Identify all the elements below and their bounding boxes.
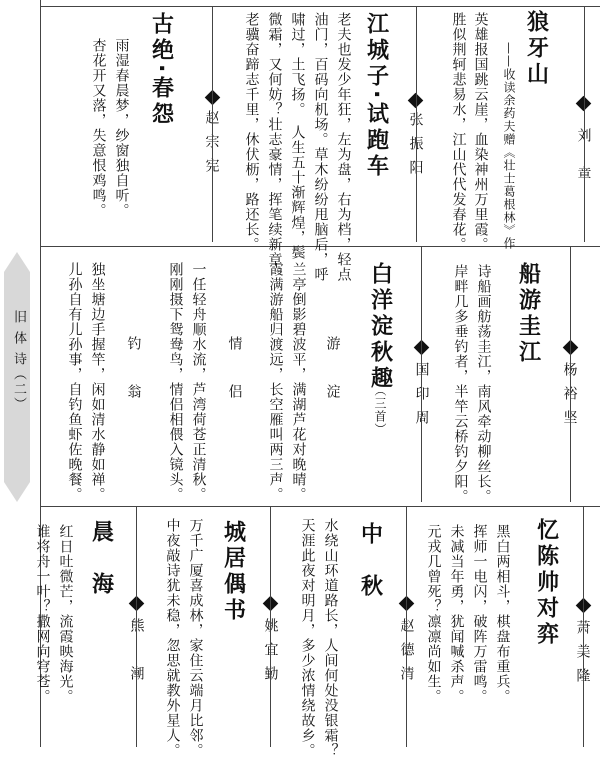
section-label: 旧 体 诗（二） xyxy=(11,310,26,413)
poem-line: 万千广厦喜成林，家住云端月比邻。 xyxy=(187,518,204,758)
poem-line: 诗船画舫荡圭江，南风牵动柳丝长。 xyxy=(475,264,492,504)
poem-line: 啸过，土飞扬。 人生五十渐辉煌，鬓 xyxy=(289,12,306,260)
poem-title: 晨 海 xyxy=(88,520,114,598)
top-rule xyxy=(40,6,600,7)
column-rule xyxy=(406,506,407,747)
column-rule xyxy=(584,6,585,242)
poem-author: 杨裕坚 xyxy=(561,362,578,434)
section-title: 钓 翁 xyxy=(125,336,142,408)
poem-line: 老骥奋蹄志千里，休伏枥，路还长。 xyxy=(243,12,260,252)
poem-title: 古绝·春怨 xyxy=(148,12,174,129)
poem-title-note: （三首） xyxy=(373,384,387,436)
poem-line: 儿孙自有儿孙事，自钓鱼虾佐晚餐。 xyxy=(66,262,83,502)
poem-line: 杏花开又落，失意恨鸡鸣。 xyxy=(90,38,107,218)
poem-line: 天涯此夜对明月，多少浓情绕故乡。 xyxy=(299,518,316,758)
poem-author: 熊 潮 xyxy=(128,618,145,690)
poem-title: 忆陈帅对弈 xyxy=(533,518,559,648)
poem-line: 老夫也发少年狂，左为盘，右为档，轻点 xyxy=(335,12,352,282)
row-divider-2 xyxy=(40,506,600,507)
poem-line: 微霜，又何妨？壮志豪情，挥笔续新章。 xyxy=(266,12,283,282)
poem-line: 元戎几曾死？凛凛尚如生。 xyxy=(425,524,442,704)
poem-title: 白洋淀秋趣 xyxy=(367,262,393,392)
poem-line: 一任轻舟顺水流，芦湾荷苍正清秋。 xyxy=(190,262,207,502)
poem-line: 红日吐微芒，流霞映海光。 xyxy=(57,524,74,704)
poem-author: 国印周 xyxy=(413,362,430,434)
poem-line: 英雄报国跳云崖，血染神州万里霞。 xyxy=(472,12,489,252)
poem-line: 胜似荆轲悲易水，江山代代发春花。 xyxy=(450,12,467,252)
poem-title: 中 秋 xyxy=(357,522,383,600)
poem-author: 刘 章 xyxy=(575,128,592,191)
poem-line: 水绕山环道路长，人间何处没银霜？ xyxy=(322,518,339,758)
poem-line: 中夜敲诗犹未稳，忽思就教外星人。 xyxy=(164,518,181,758)
poem-line: 未减当年勇，犹闻喊杀声。 xyxy=(448,524,465,704)
column-rule xyxy=(136,506,137,747)
column-rule xyxy=(570,246,571,502)
column-rule xyxy=(212,6,213,242)
column-rule xyxy=(421,246,422,502)
poem-title: 狼牙山 xyxy=(523,10,549,88)
poem-line: 霞满游船归渡远，长空雁叫两三声。 xyxy=(267,262,284,502)
poem-line: 黑白两相斗，棋盘布重兵。 xyxy=(494,524,511,704)
poem-line: 兰亭倒影碧波平，满湖芦花对晚晴。 xyxy=(290,262,307,502)
column-rule xyxy=(416,6,417,242)
poem-subtitle: ——收读余药夫赠《壮士葛根林》作 xyxy=(502,42,516,250)
poem-line: 独坐塘边手握竿，闲如清水静如禅。 xyxy=(89,262,106,502)
poem-author: 赵德清 xyxy=(398,618,415,690)
section-title: 游 淀 xyxy=(324,336,341,408)
poem-line: 油门，百码向机场。草木纷纷甩脑后，呼 xyxy=(312,12,329,282)
section-title: 情 侣 xyxy=(226,336,243,408)
poem-line: 谁将舟一叶？撒网向穹苍。 xyxy=(34,524,51,704)
poem-line: 挥师一电闪，破阵万雷鸣。 xyxy=(471,524,488,704)
poem-author: 张振阳 xyxy=(407,112,424,184)
poem-author: 赵宗宪 xyxy=(203,110,220,182)
column-rule xyxy=(270,506,271,747)
poem-author: 萧美隆 xyxy=(574,620,591,692)
poem-author: 姚宜勤 xyxy=(262,618,279,690)
poem-title: 船游圭江 xyxy=(515,262,541,366)
poem-line: 刚刚摄下鸳鸯鸟，情侣相偎入镜头。 xyxy=(167,262,184,502)
poem-title: 江城子·试跑车 xyxy=(363,12,389,181)
poem-title: 城居偶书 xyxy=(220,520,246,624)
poem-line: 岸畔几多垂钓者，半竿云桥钓夕阳。 xyxy=(452,264,469,504)
column-rule xyxy=(583,506,584,747)
poem-line: 雨湿春晨梦，纱窗独自听。 xyxy=(113,38,130,218)
